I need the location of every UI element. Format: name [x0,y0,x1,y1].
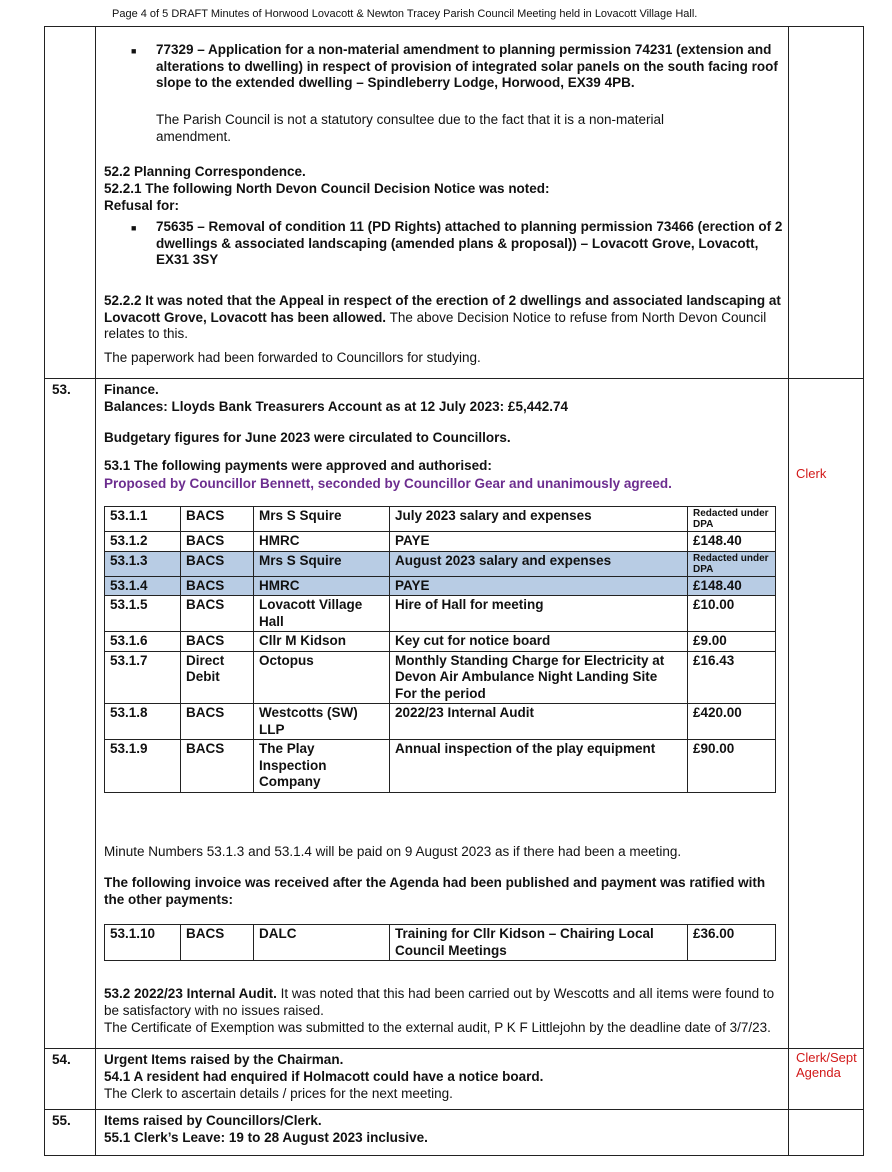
border-top [44,26,864,27]
amount-cell [688,507,776,532]
method-cell: BACS [181,632,254,652]
application-77329: 77329 – Application for a non-material amendment to planning permission 74231 (extension and alterations to dwelling) in respect of provision of integrated solar panels on the south facing roof slope to the extended dwelling – Spindleberry Lodge, Horwood, EX39 4PB. [156,42,778,90]
method-cell: Direct Debit [181,651,254,704]
description-cell: July 2023 salary and expenses [390,507,688,532]
description-cell: Annual inspection of the play equipment [390,740,688,793]
minute-numbers-note: Minute Numbers 53.1.3 and 53.1.4 will be paid on 9 August 2023 as if there had been a meeting. [104,844,682,859]
heading-52-2-2: 52.2.2 It was noted that the Appeal in respect of the erection of 2 dwellings and associated landscaping at Lovacott Grove, Lovacott has been allowed. [104,293,781,325]
amount-cell: £148.40 [688,532,776,552]
payments-table [104,506,776,793]
refusal-label: Refusal for: [104,198,180,213]
table-row [105,632,776,652]
payee-cell: Mrs S Squire [254,507,390,532]
border-right [863,26,864,1156]
ref-cell: 53.1.4 [105,576,181,596]
row-divider [44,378,864,379]
minute-number-55: 55. [52,1113,71,1128]
bullet: ■ [131,46,137,56]
invoice-note: The following invoice was received after the Agenda had been published and payment was ratified with the other payments: [104,875,766,907]
description-cell: Monthly Standing Charge for Electricity at Devon Air Ambulance Night Landing Site For the period [390,651,688,704]
method-cell: BACS [181,576,254,596]
ref-cell: 53.1.9 [105,740,181,793]
payee-cell: Mrs S Squire [254,551,390,576]
heading-52-2-1: 52.2.1 The following North Devon Council Decision Notice was noted: [104,181,550,196]
column-divider [788,26,789,1156]
table-row [105,651,776,704]
finance-title: Finance. [104,382,159,397]
minute-number-53: 53. [52,382,71,397]
finance-balances: Balances: Lloyds Bank Treasurers Account as at 12 July 2023: £5,442.74 [104,399,568,414]
ref-cell: 53.1.8 [105,704,181,740]
payee-cell: Lovacott Village Hall [254,596,390,632]
paragraph-52-2-2 [104,293,784,343]
heading-52-2: 52.2 Planning Correspondence. [104,164,306,179]
table-row [105,576,776,596]
payee-cell: Cllr M Kidson [254,632,390,652]
ref-cell: 53.1.5 [105,596,181,632]
ref-cell: 53.1.7 [105,651,181,704]
heading-54-1: 54.1 A resident had enquired if Holmacott could have a notice board. [104,1069,544,1084]
table-row [105,532,776,552]
method-cell: BACS [181,507,254,532]
invoice-table [104,924,776,961]
amount-cell: £420.00 [688,704,776,740]
table-row [105,704,776,740]
action-clerk: Clerk [796,466,827,481]
description-cell: PAYE [390,576,688,596]
table-row [105,740,776,793]
ref-cell: 53.1.2 [105,532,181,552]
description-cell: Training for Cllr Kidson – Chairing Local Council Meetings [390,925,688,961]
paperwork-note: The paperwork had been forwarded to Councillors for studying. [104,350,481,365]
payee-cell: The Play Inspection Company [254,740,390,793]
budget-note: Budgetary figures for June 2023 were circulated to Councillors. [104,430,511,445]
text-54-1: The Clerk to ascertain details / prices for the next meeting. [104,1086,453,1101]
ref-cell: 53.1.1 [105,507,181,532]
table-row [105,551,776,576]
heading-55-1: 55.1 Clerk’s Leave: 19 to 28 August 2023 inclusive. [104,1130,428,1145]
method-cell: BACS [181,532,254,552]
description-cell: August 2023 salary and expenses [390,551,688,576]
page-header: Page 4 of 5 DRAFT Minutes of Horwood Lovacott & Newton Tracey Parish Council Meeting held in Lovacott Village Hall. [112,8,698,20]
heading-53-1: 53.1 The following payments were approved and authorised: [104,458,492,473]
row-divider [44,1109,864,1110]
text-52-2-2: The above Decision Notice to refuse from North Devon Council relates to this. [104,309,767,341]
row-divider [44,1048,864,1049]
amount-cell: £148.40 [688,576,776,596]
ref-cell: 53.1.3 [105,551,181,576]
urgent-title: Urgent Items raised by the Chairman. [104,1052,344,1067]
table-row [105,596,776,632]
payee-cell: Westcotts (SW) LLP [254,704,390,740]
description-cell: 2022/23 Internal Audit [390,704,688,740]
ref-cell: 53.1.10 [105,925,181,961]
border-left [44,26,45,1156]
minutes-table [44,26,864,1156]
minute-number-54: 54. [52,1052,71,1067]
table-row [105,507,776,532]
method-cell: BACS [181,704,254,740]
amount-cell: £9.00 [688,632,776,652]
redacted-label: Redacted under DPA [693,508,769,530]
amount-cell [688,551,776,576]
amount-cell: £90.00 [688,740,776,793]
payee-cell: DALC [254,925,390,961]
description-cell: PAYE [390,532,688,552]
method-cell: BACS [181,740,254,793]
redacted-label: Redacted under DPA [693,552,769,575]
payee-cell: HMRC [254,576,390,596]
amount-cell: £16.43 [688,651,776,704]
method-cell: BACS [181,925,254,961]
bullet: ■ [131,223,137,233]
heading-53-2: 53.2 2022/23 Internal Audit. [104,986,277,1001]
proposal-note: Proposed by Councillor Bennett, seconded by Councillor Gear and unanimously agreed. [104,476,672,491]
application-75635: 75635 – Removal of condition 11 (PD Rights) attached to planning permission 73466 (erection of 2 dwellings & associated landscaping (amended plans & proposal)) – Lovacott Grove, Lovacott, EX31 3SY [156,219,783,267]
description-cell: Hire of Hall for meeting [390,596,688,632]
method-cell: BACS [181,596,254,632]
column-divider [95,26,96,1156]
description-cell: Key cut for notice board [390,632,688,652]
payee-cell: HMRC [254,532,390,552]
border-bottom [44,1155,864,1156]
action-clerk-sept-agenda: Clerk/Sept Agenda [796,1050,857,1080]
paragraph-53-2 [104,986,784,1019]
ref-cell: 53.1.6 [105,632,181,652]
items-title: Items raised by Councillors/Clerk. [104,1113,322,1128]
method-cell: BACS [181,551,254,576]
payee-cell: Octopus [254,651,390,704]
amount-cell: £10.00 [688,596,776,632]
application-77329-note: The Parish Council is not a statutory consultee due to the fact that it is a non-material amendment. [156,112,665,144]
certificate-note: The Certificate of Exemption was submitted to the external audit, P K F Littlejohn by the deadline date of 3/7/23. [104,1020,771,1035]
text-53-2: It was noted that this had been carried out by Wescotts and all items were found to be satisfactory with no issues raised. [104,986,775,1018]
table-row [105,925,776,961]
amount-cell: £36.00 [688,925,776,961]
